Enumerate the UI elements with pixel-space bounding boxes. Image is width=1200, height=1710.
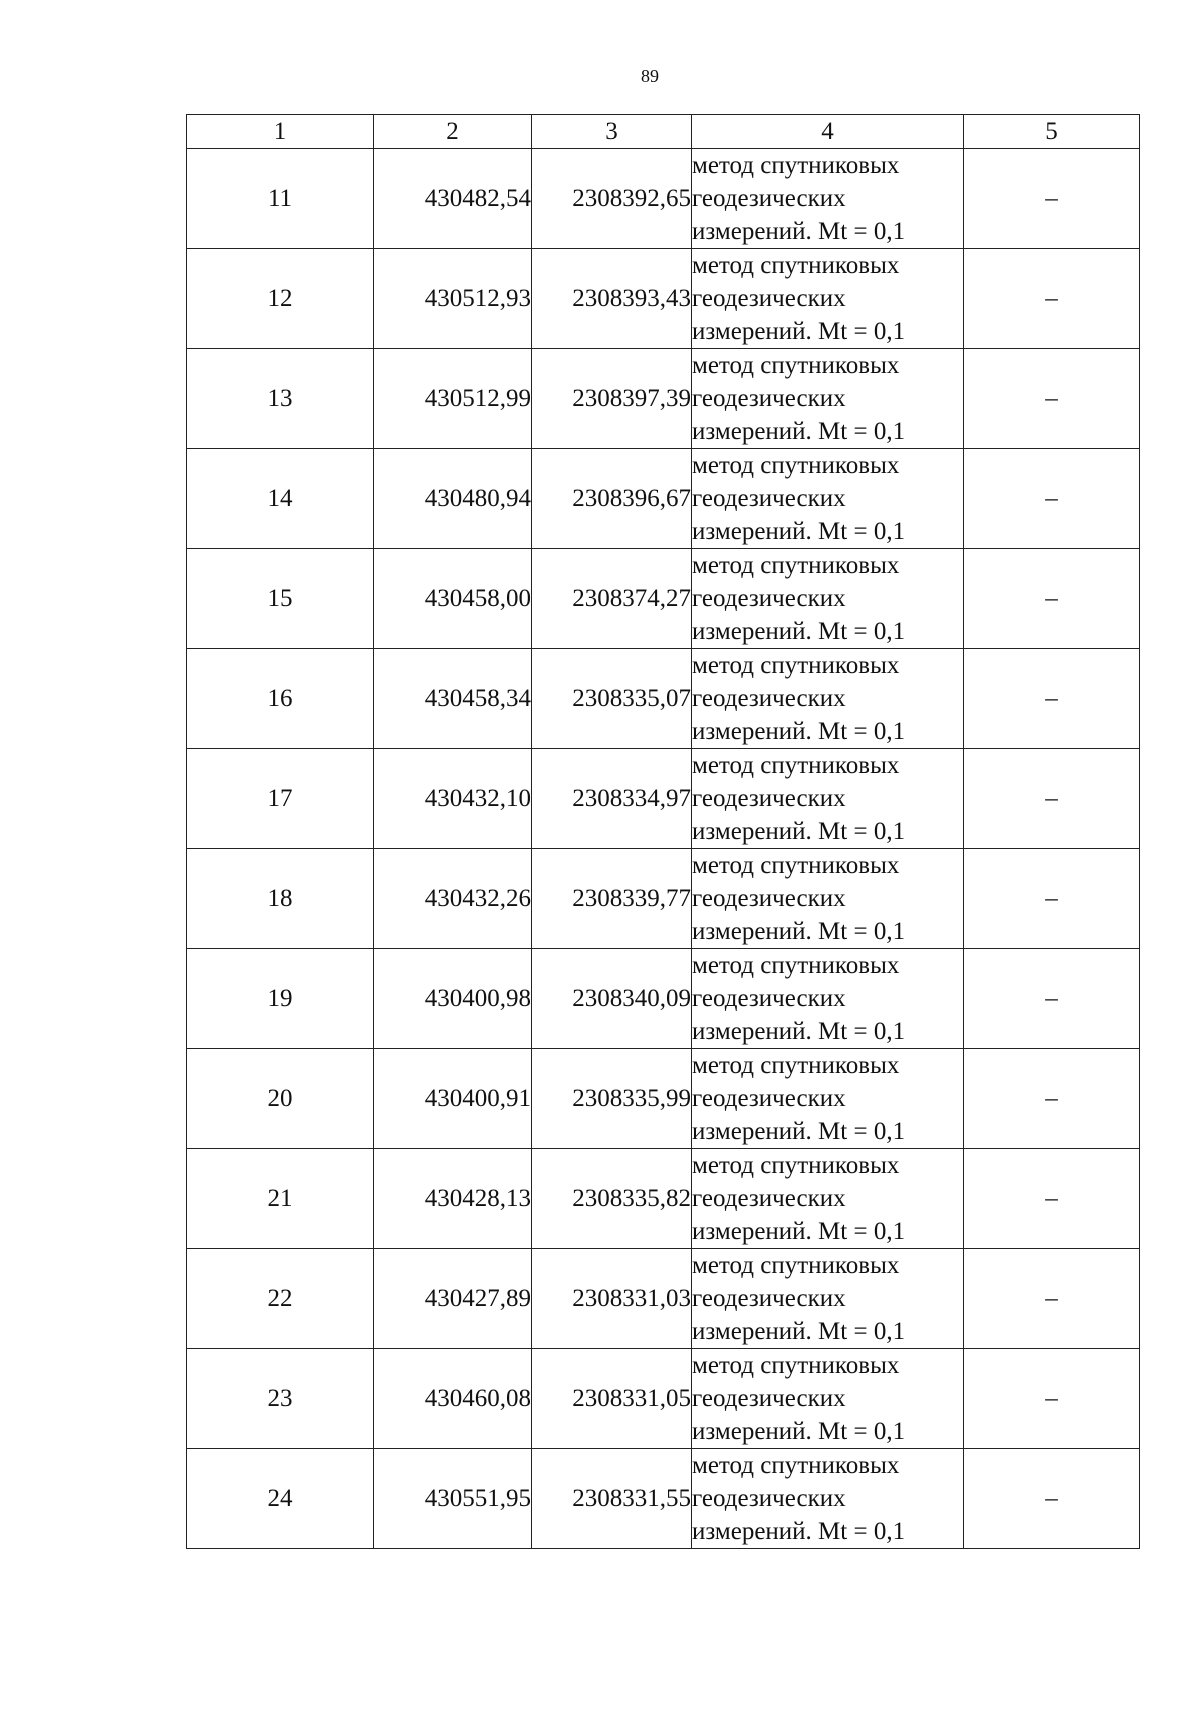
method-text-line: измерений. Mt = 0,1 bbox=[692, 418, 906, 445]
page-number: 89 bbox=[641, 66, 659, 86]
y-coordinate-cell: 2308397,39 bbox=[532, 349, 692, 449]
point-number-cell: 20 bbox=[187, 1049, 374, 1149]
y-coordinate-cell: 2308339,77 bbox=[532, 849, 692, 949]
note-cell: – bbox=[964, 349, 1140, 449]
x-coordinate-cell: 430512,99 bbox=[374, 349, 532, 449]
method-text-line: метод спутниковых bbox=[692, 1252, 900, 1279]
method-cell bbox=[692, 149, 964, 249]
method-text-line: геодезических bbox=[692, 585, 846, 612]
method-text-line: геодезических bbox=[692, 1185, 846, 1212]
x-coordinate-cell: 430482,54 bbox=[374, 149, 532, 249]
x-coordinate-cell: 430458,00 bbox=[374, 549, 532, 649]
table-row bbox=[187, 749, 1140, 849]
method-text-line: измерений. Mt = 0,1 bbox=[692, 1518, 906, 1545]
point-number-cell: 21 bbox=[187, 1149, 374, 1249]
method-text-line: измерений. Mt = 0,1 bbox=[692, 1218, 906, 1245]
method-text-line: геодезических bbox=[692, 1385, 846, 1412]
x-coordinate-cell: 430551,95 bbox=[374, 1449, 532, 1549]
table-row bbox=[187, 549, 1140, 649]
method-text-line: геодезических bbox=[692, 185, 846, 212]
x-coordinate-cell: 430512,93 bbox=[374, 249, 532, 349]
point-number-cell: 11 bbox=[187, 149, 374, 249]
method-cell bbox=[692, 1449, 964, 1549]
note-cell: – bbox=[964, 649, 1140, 749]
table-row bbox=[187, 349, 1140, 449]
note-cell: – bbox=[964, 549, 1140, 649]
y-coordinate-cell: 2308331,05 bbox=[532, 1349, 692, 1449]
method-text-line: измерений. Mt = 0,1 bbox=[692, 818, 906, 845]
note-cell: – bbox=[964, 1249, 1140, 1349]
method-text-line: метод спутниковых bbox=[692, 1152, 900, 1179]
note-cell: – bbox=[964, 1049, 1140, 1149]
method-cell bbox=[692, 1349, 964, 1449]
x-coordinate-cell: 430432,26 bbox=[374, 849, 532, 949]
method-text-line: метод спутниковых bbox=[692, 652, 900, 679]
x-coordinate-cell: 430428,13 bbox=[374, 1149, 532, 1249]
method-cell bbox=[692, 949, 964, 1049]
note-cell: – bbox=[964, 1149, 1140, 1249]
method-text-line: измерений. Mt = 0,1 bbox=[692, 318, 906, 345]
method-text-line: геодезических bbox=[692, 785, 846, 812]
method-cell bbox=[692, 449, 964, 549]
method-text-line: метод спутниковых bbox=[692, 1352, 900, 1379]
table-row bbox=[187, 1349, 1140, 1449]
table-row bbox=[187, 849, 1140, 949]
column-header: 1 bbox=[187, 115, 374, 149]
note-cell: – bbox=[964, 249, 1140, 349]
column-header: 5 bbox=[964, 115, 1140, 149]
y-coordinate-cell: 2308340,09 bbox=[532, 949, 692, 1049]
method-text-line: геодезических bbox=[692, 485, 846, 512]
point-number-cell: 13 bbox=[187, 349, 374, 449]
table-row bbox=[187, 649, 1140, 749]
y-coordinate-cell: 2308392,65 bbox=[532, 149, 692, 249]
method-text-line: метод спутниковых bbox=[692, 152, 900, 179]
method-text-line: измерений. Mt = 0,1 bbox=[692, 1418, 906, 1445]
method-text-line: метод спутниковых bbox=[692, 452, 900, 479]
method-text-line: геодезических bbox=[692, 1485, 846, 1512]
table-row bbox=[187, 249, 1140, 349]
point-number-cell: 12 bbox=[187, 249, 374, 349]
x-coordinate-cell: 430432,10 bbox=[374, 749, 532, 849]
method-text-line: метод спутниковых bbox=[692, 1452, 900, 1479]
method-text-line: геодезических bbox=[692, 885, 846, 912]
note-cell: – bbox=[964, 1449, 1140, 1549]
y-coordinate-cell: 2308335,07 bbox=[532, 649, 692, 749]
x-coordinate-cell: 430480,94 bbox=[374, 449, 532, 549]
table-row bbox=[187, 1249, 1140, 1349]
coordinates-table bbox=[186, 114, 1140, 1549]
method-text-line: метод спутниковых bbox=[692, 352, 900, 379]
column-header: 4 bbox=[692, 115, 964, 149]
x-coordinate-cell: 430400,98 bbox=[374, 949, 532, 1049]
point-number-cell: 19 bbox=[187, 949, 374, 1049]
y-coordinate-cell: 2308393,43 bbox=[532, 249, 692, 349]
method-text-line: геодезических bbox=[692, 385, 846, 412]
method-cell bbox=[692, 649, 964, 749]
point-number-cell: 18 bbox=[187, 849, 374, 949]
method-text-line: метод спутниковых bbox=[692, 552, 900, 579]
method-text-line: измерений. Mt = 0,1 bbox=[692, 718, 906, 745]
table-body bbox=[187, 149, 1140, 1549]
point-number-cell: 17 bbox=[187, 749, 374, 849]
method-text-line: геодезических bbox=[692, 1285, 846, 1312]
y-coordinate-cell: 2308396,67 bbox=[532, 449, 692, 549]
x-coordinate-cell: 430427,89 bbox=[374, 1249, 532, 1349]
method-cell bbox=[692, 349, 964, 449]
note-cell: – bbox=[964, 149, 1140, 249]
method-text-line: метод спутниковых bbox=[692, 252, 900, 279]
method-text-line: измерений. Mt = 0,1 bbox=[692, 1018, 906, 1045]
y-coordinate-cell: 2308374,27 bbox=[532, 549, 692, 649]
note-cell: – bbox=[964, 749, 1140, 849]
y-coordinate-cell: 2308331,03 bbox=[532, 1249, 692, 1349]
method-cell bbox=[692, 1249, 964, 1349]
point-number-cell: 24 bbox=[187, 1449, 374, 1549]
method-cell bbox=[692, 849, 964, 949]
y-coordinate-cell: 2308331,55 bbox=[532, 1449, 692, 1549]
method-cell bbox=[692, 1149, 964, 1249]
method-text-line: метод спутниковых bbox=[692, 852, 900, 879]
table-row bbox=[187, 149, 1140, 249]
table-row bbox=[187, 949, 1140, 1049]
table-row bbox=[187, 1449, 1140, 1549]
x-coordinate-cell: 430460,08 bbox=[374, 1349, 532, 1449]
point-number-cell: 14 bbox=[187, 449, 374, 549]
method-text-line: метод спутниковых bbox=[692, 952, 900, 979]
y-coordinate-cell: 2308335,82 bbox=[532, 1149, 692, 1249]
y-coordinate-cell: 2308334,97 bbox=[532, 749, 692, 849]
method-text-line: измерений. Mt = 0,1 bbox=[692, 1318, 906, 1345]
method-cell bbox=[692, 549, 964, 649]
point-number-cell: 15 bbox=[187, 549, 374, 649]
method-text-line: измерений. Mt = 0,1 bbox=[692, 518, 906, 545]
method-cell bbox=[692, 249, 964, 349]
method-cell bbox=[692, 1049, 964, 1149]
table-row bbox=[187, 449, 1140, 549]
note-cell: – bbox=[964, 1349, 1140, 1449]
note-cell: – bbox=[964, 849, 1140, 949]
table-row bbox=[187, 1049, 1140, 1149]
method-cell bbox=[692, 749, 964, 849]
note-cell: – bbox=[964, 449, 1140, 549]
method-text-line: метод спутниковых bbox=[692, 752, 900, 779]
table-row bbox=[187, 1149, 1140, 1249]
method-text-line: измерений. Mt = 0,1 bbox=[692, 1118, 906, 1145]
method-text-line: геодезических bbox=[692, 685, 846, 712]
method-text-line: геодезических bbox=[692, 285, 846, 312]
column-header: 3 bbox=[532, 115, 692, 149]
method-text-line: измерений. Mt = 0,1 bbox=[692, 218, 906, 245]
method-text-line: метод спутниковых bbox=[692, 1052, 900, 1079]
point-number-cell: 23 bbox=[187, 1349, 374, 1449]
x-coordinate-cell: 430458,34 bbox=[374, 649, 532, 749]
x-coordinate-cell: 430400,91 bbox=[374, 1049, 532, 1149]
point-number-cell: 22 bbox=[187, 1249, 374, 1349]
method-text-line: измерений. Mt = 0,1 bbox=[692, 618, 906, 645]
method-text-line: измерений. Mt = 0,1 bbox=[692, 918, 906, 945]
point-number-cell: 16 bbox=[187, 649, 374, 749]
y-coordinate-cell: 2308335,99 bbox=[532, 1049, 692, 1149]
note-cell: – bbox=[964, 949, 1140, 1049]
method-text-line: геодезических bbox=[692, 1085, 846, 1112]
column-header: 2 bbox=[374, 115, 532, 149]
table-header-row bbox=[187, 115, 1140, 149]
method-text-line: геодезических bbox=[692, 985, 846, 1012]
